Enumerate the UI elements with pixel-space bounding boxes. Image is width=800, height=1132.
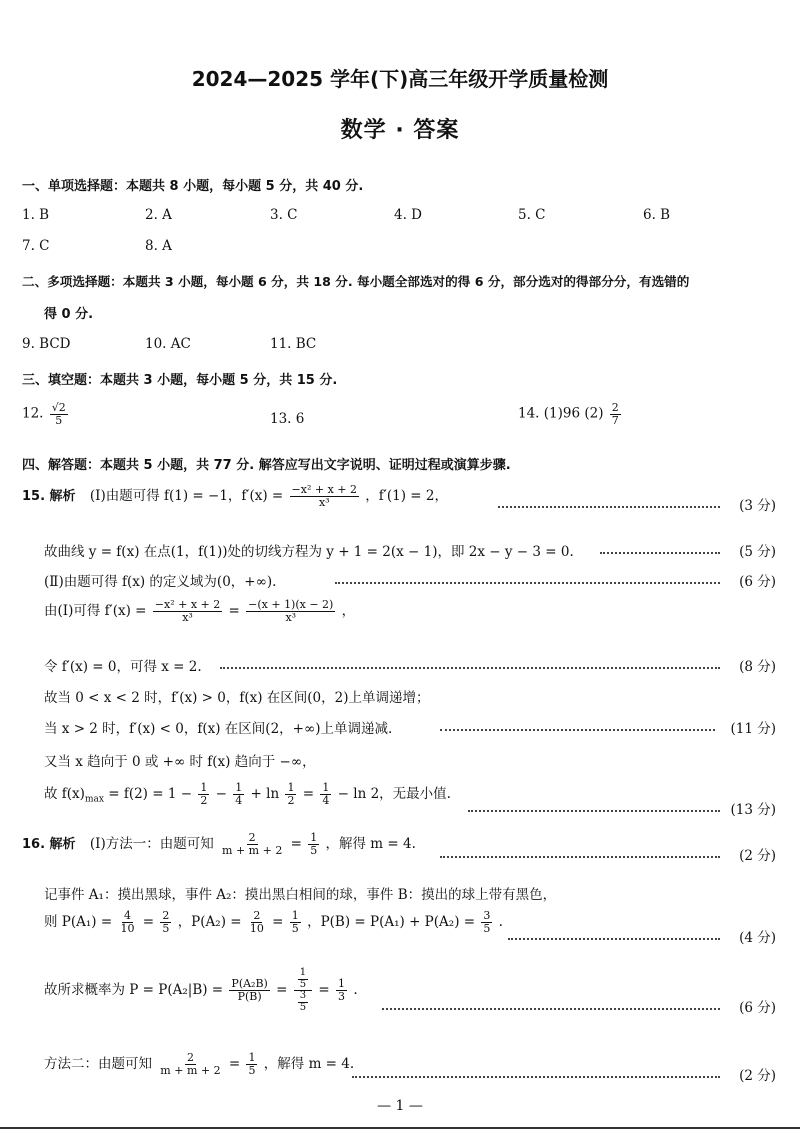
q15-leader-3	[335, 582, 720, 584]
answer-1: 1. B	[22, 207, 50, 223]
section1-heading: 一、单项选择题：本题共 8 小题，每小题 5 分，共 40 分.	[22, 179, 364, 194]
q16-score-4: (6 分)	[739, 1000, 776, 1016]
q15-line6: 故当 0 < x < 2 时，f′(x) > 0，f(x) 在区间(0，2)上单调递增；	[44, 690, 430, 706]
q15-line8: 又当 x 趋向于 0 或 +∞ 时 f(x) 趋向于 −∞，	[44, 754, 316, 770]
q15-line3: (Ⅱ)由题可得 f(x) 的定义域为(0，+∞).	[44, 574, 277, 590]
page-number: — 1 —	[377, 1098, 423, 1114]
q15-derivative-fraction: $\frac{\text{−x² + x + 2}}{\text{x³}}$	[291, 483, 357, 509]
answer-4: 4. D	[394, 207, 422, 223]
q15-score-2: (5 分)	[739, 544, 776, 560]
q15-line2: 故曲线 y = f(x) 在点(1，f(1))处的切线方程为 y + 1 = 2(x − 1)，即 2x − y − 3 = 0.	[44, 544, 574, 560]
section2-heading: 二、多项选择题：本题共 3 小题，每小题 6 分，共 18 分. 每小题全部选对的得 6 分，部分选对的得部分分，有选错的	[22, 274, 690, 289]
answer-12	[22, 402, 70, 426]
q16-leader-5	[352, 1076, 720, 1078]
q15-fraction-b: $\frac{-(x + 1)(x - 2)}{\text{x³}}$	[248, 598, 334, 624]
q15-fraction-a: $\frac{\text{−x² + x + 2}}{\text{x³}}$	[154, 598, 221, 624]
q16-leader-3	[508, 938, 720, 940]
q15-score-7: (11 分)	[730, 721, 776, 737]
q15-leader-7	[440, 729, 715, 731]
q16-score-3: (4 分)	[739, 930, 776, 946]
page-subtitle: 数学 · 答案	[340, 118, 460, 143]
q16-score-5: (2 分)	[739, 1068, 776, 1084]
q16-compound-fraction: $\frac{\frac{1}{5}}{\frac{3}{5}}$	[294, 968, 312, 1013]
q15-line1: 15. 解析 (Ⅰ)由题可得 f(1) = −1，f′(x) = $\frac{\text{−x² + x + 2}}{\text{x³}}$ ，f′(1) = 2，	[22, 483, 448, 509]
answer-12-fraction: $\frac{√2}{5}$	[51, 401, 66, 427]
q15-score-3: (6 分)	[739, 574, 776, 590]
q16-label: 16. 解析	[22, 837, 76, 852]
answer-7: 7. C	[22, 238, 50, 254]
q15-leader-1	[498, 506, 720, 508]
q15-score-9: (13 分)	[730, 802, 776, 818]
q15-leader-9	[468, 810, 720, 812]
q16-score-1: (2 分)	[739, 848, 776, 864]
q16-line1: 16. 解析 (Ⅰ)方法一：由题可知 $\frac{2}{m + m + 2}$ = $\frac{1}{5}$ ，解得 m = 4.	[22, 831, 416, 857]
answer-14	[518, 402, 623, 426]
page-title: 2024—2025 学年(下)高三年级开学质量检测	[191, 67, 609, 91]
answer-5: 5. C	[518, 207, 546, 223]
answer-12-label: 12.	[22, 405, 44, 422]
section3-heading: 三、填空题：本题共 3 小题，每小题 5 分，共 15 分.	[22, 373, 338, 388]
answer-14-prefix: 14. (1)96 (2)	[518, 405, 604, 422]
q16-line2: 记事件 A₁：摸出黑球，事件 A₂：摸出黑白相间的球，事件 B：摸出的球上带有黑色，	[44, 887, 557, 903]
q16-leader-1	[440, 856, 720, 858]
q16-leader-4	[382, 1008, 720, 1010]
answer-3: 3. C	[270, 207, 298, 223]
q15-line4: 由(Ⅰ)可得 f′(x) = $\frac{\text{−x² + x + 2}}{\text{x³}}$ = $\frac{-(x + 1)(x - 2)}{\text{x³}}$ ，	[44, 598, 356, 624]
answer-14-fraction: $\frac{2}{7}$	[611, 401, 619, 427]
section4-heading: 四、解答题：本题共 5 小题，共 77 分. 解答应写出文字说明、证明过程或演算步骤.	[22, 458, 511, 473]
q15-line9: 故 $f(x)_{max} = f(2) = 1$ − $\frac{1}{2}$ − $\frac{1}{4}$ + ln $\frac{1}{2}$ = $\frac{1}{4}$ − ln 2，无最小值.	[44, 781, 451, 807]
answer-13: 13. 6	[270, 411, 305, 427]
q15-line5: 令 f′(x) = 0，可得 x = 2.	[44, 659, 202, 675]
bottom-border	[0, 1127, 800, 1129]
q15-leader-5	[220, 667, 720, 669]
answer-6: 6. B	[643, 207, 671, 223]
q16-line3: 则 P(A₁) = $\frac{4}{10}$ = $\frac{2}{5}$ ，P(A₂) = $\frac{2}{10}$ = $\frac{1}{5}$ ，P(B) = P(A₁) + P(A₂) = $\frac{3}{5}$ .	[44, 909, 503, 935]
answer-2: 2. A	[145, 207, 172, 223]
q15-score-5: (8 分)	[739, 659, 776, 675]
q15-score-1: (3 分)	[739, 498, 776, 514]
answer-8: 8. A	[145, 238, 172, 254]
answer-9: 9. BCD	[22, 336, 71, 352]
answer-11: 11. BC	[270, 336, 317, 352]
q15-leader-2	[600, 552, 720, 554]
q16-line5: 方法二：由题可知 $\frac{2}{m + m + 2}$ = $\frac{1}{5}$ ，解得 m = 4.	[44, 1051, 355, 1077]
q15-line7: 当 x > 2 时，f′(x) < 0，f(x) 在区间(2，+∞)上单调递减.	[44, 721, 393, 737]
q16-line4: 故所求概率为 P = P(A₂|B) = $\frac{\text{P(A₂B)}}{P(B)}$ = $\frac{\frac{1}{5}}{\frac{3}{5}}$ = $\frac{1}{3}$ .	[44, 967, 358, 1013]
q15-label: 15. 解析	[22, 489, 76, 504]
answer-10: 10. AC	[145, 336, 191, 352]
section2-heading-cont: 得 0 分.	[44, 307, 94, 322]
